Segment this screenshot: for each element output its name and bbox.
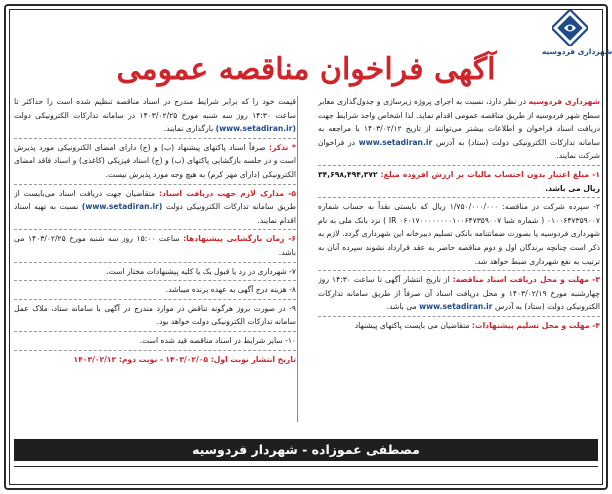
item-10: ۱۰- سایر شرایط در اسناد مناقصه قید شده است. [14,331,296,348]
item-6 [14,229,296,259]
item-3-text: از تاریخ انتشار آگهی تا ساعت ۱۴:۳۰ روز چهارشنبه مورخ ۱۴۰۳/۰۲/۱۹ و محل دریافت اسناد آن صرفاً از طریق سامانه تدارکات الکترونیکی دولت (ستاد) به آدرس [318,275,600,312]
item-6-label: ۶- زمان بازگشایی پیشنهادها: [183,234,296,244]
item-8: ۸- هزینه درج آگهی به عهده برنده میباشد. [14,280,296,297]
continuation-text: قیمت خود را که برابر شرایط مندرج در اسناد مناقصه تنظیم شده است را حداکثر تا ساعت ۱۴:۳۰ روز سه شنبه مورخ ۱۴۰۳/۰۲/۲۵ در سامانه تدارکات الکترونیکی دولت [14,97,296,120]
item-5 [14,184,296,228]
signature-bar: مصطفی عموزاده - شهردار فردوسیه [14,439,598,461]
item-2: ۲- سپرده شرکت در مناقصه: ۱/۷۵۰/۰۰۰/۰۰۰ ریال که بایستی نقداً به حساب شماره ۰۱۰۰۶۴۷۳۵۹۰۰۷ ( شماره شبا IR ۰۶۰۱۷۰۰۰۰۰۰۰۰۱۰۰۶۴۷۳۵۹۰۰۷ ) نزد بانک ملی به نام شهرداری فردوسیه یا بصورت ضمانتنامه بانکی تسلیم دبیرخانه این شهرداری گردد. لازم به ذکر است چنانچه برندگان اول و دوم مناقصه حاضر به عقد قرارداد نشوند سپرده آنان به ترتیب به نفع شهرداری ضبط خواهد شد. [318,197,600,268]
notice-body [14,95,600,423]
continuation-end: بارگذاری نمایند. [163,124,214,134]
item-5-text: متقاضیان جهت دریافت اسناد می‌بایست از طریق سامانه تدارکات الکترونیکی دولت [14,188,296,212]
item-4-text: متقاضیان می بایست پاکتهای پیشنهاد [354,320,470,330]
logo-caption: شهرداری فردوسیه [542,47,612,56]
item-1-value: ۳۴,۶۹۸,۴۹۴,۳۷۲ ریال می باشد. [318,169,600,193]
note [14,138,296,182]
note-label: * تذکر: [268,142,296,152]
left-column [14,95,296,423]
continuation-url-link[interactable]: (www.setadiran.ir) [215,124,296,134]
item-3-label: ۳- مهلت و محل دریافت اسناد مناقصه: [452,275,600,285]
intro-paragraph [318,95,600,163]
item-3-end: می باشد. [386,302,417,312]
intro-org: شهرداری فردوسیه [528,97,600,106]
item-5-end: نسبت به تهیه اسناد اقدام نمایند. [14,202,296,225]
item-5-url-link[interactable]: (www.setadiran.ir) [81,202,163,212]
item-3 [318,270,600,314]
item-3-url-link[interactable]: www.setadiran.ir [419,302,493,312]
intro-text: در نظر دارد، نسبت به اجرای پروژه زیرسازی و جدول‌گذاری معابر سطح شهر فردوسیه از طریق مناقصه عمومی اقدام نماید. لذا اشخاص واجد شرایط جهت دریافت اسناد فراخوان و اطلاعات بیشتر می‌توانند از تاریخ ۱۴۰۳/۰۲/۱۲ با مراجعه به سامانه تدارکات الکترونیکی دولت (ستاد) به آدرس [318,97,600,147]
item-4 [318,316,600,333]
item-1-label: ۱- مبلغ اعتبار بدون احتساب مالیات بر ارزش افزوده مبلغ: [380,169,600,179]
item-4-label: ۴- مهلت و محل تسلیم پیشنهادات: [471,320,600,330]
municipality-emblem-icon [552,10,588,46]
intro-url-link[interactable]: www.setadiran.ir [358,137,433,147]
publication-dates [14,350,296,367]
note-text: صرفاً اسناد پاکتهای پیشنهاد (ب) و (ج) دارای امضای الکترونیکی مورد پذیرش است و در جلسه بازگشایی پاکتهای (ب) و (ج) اسناد فیزیکی (کاغذی) و اسناد فاقد امضای الکترونیکی (دارای مهر کرم) به هیچ وجه مورد پذیرش نیست. [14,142,296,179]
publication-date-first: تاریخ انتشار نوبت اول: ۱۴۰۳/۰۲/۰۵ [165,354,296,364]
item-7: ۷- شهرداری در رد یا قبول یک یا کلیه پیشنهادات مختار است. [14,262,296,279]
intro-end: در فراخوان شرکت نمایند. [318,137,600,161]
publication-date-second: - نوبت دوم: ۱۴۰۳/۰۲/۱۲ [73,354,163,364]
item-1 [318,165,600,195]
bottom-strip [14,466,598,480]
right-column [318,95,600,423]
item-9: ۹- در صورت بروز هرگونه تناقض در موارد مندرج در آگهی با سامانه ستاد، ملاک عمل سامانه تدارکات الکترونیکی دولت خواهد بود. [14,299,296,329]
item-5-label: ۵- مدارک لازم جهت دریافت اسناد: [158,188,296,198]
item-6-text: ساعت ۱۵:۰۰ روز سه شنبه مورخ ۱۴۰۳/۰۲/۲۵ می باشد. [14,234,296,257]
continuation-paragraph [14,95,296,136]
notice-title: آگهی فراخوان مناقصه عمومی [116,52,496,87]
